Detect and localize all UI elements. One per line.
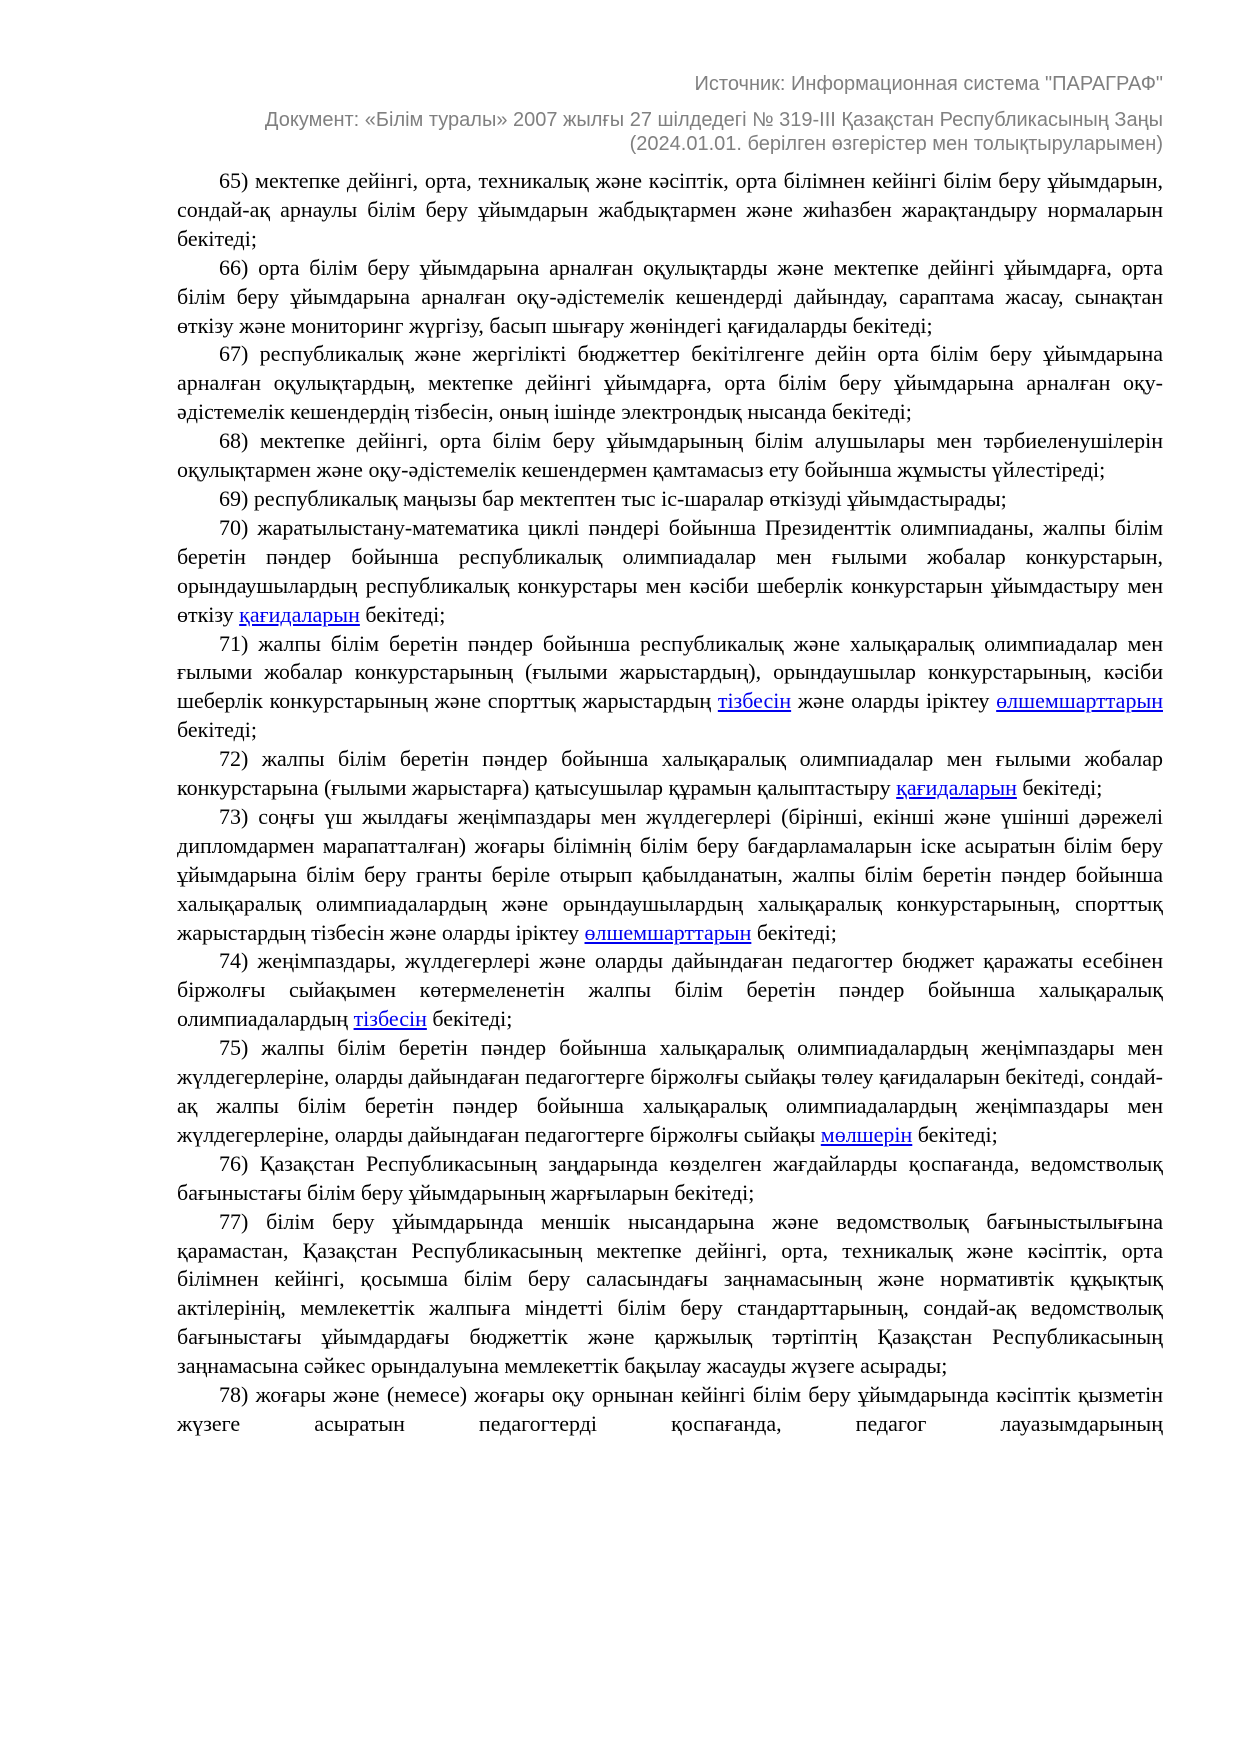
paragraph-text: 75) жалпы білім беретін пәндер бойынша халықаралық олимпиадалардың жеңімпаздары мен жүлдегерлеріне, оларды дайындаған педагогтерге біржолғы сыйақы төлеу қағидаларын бекітеді, сондай-ақ жалпы білім беретін пәндер бойынша халықаралық олимпиадалардың жеңімпаздары мен жүлдегерлеріне, оларды дайындаған педагогтерге біржолғы сыйақы — [177, 1035, 1163, 1147]
article-item — [177, 514, 1163, 630]
paragraph-text: 73) соңғы үш жылдағы жеңімпаздары мен жүлдегерлері (бірінші, екінші және үшінші дәрежелі дипломдармен марапатталған) жоғары білімнің білім беру бағдарламаларын іске асыратын білім беру ұйымдарына білім беру гранты беріле отырып қабылданатын, жалпы білім беретін пәндер бойынша халықаралық олимпиадалардың және орындаушылардың халықаралық конкурстарының, спорттық жарыстардың тізбесін және оларды іріктеу — [177, 803, 1163, 945]
paragraph-text: 78) жоғары және (немесе) жоғары оқу орнынан кейінгі білім беру ұйымдарында кәсіптік қызметін жүзеге асыратын педагогтерді қоспағанда, педагог лауазымдарының — [177, 1382, 1163, 1436]
article-item — [177, 427, 1163, 485]
article-item — [177, 1150, 1163, 1208]
article-item — [177, 947, 1163, 1034]
document-title — [265, 108, 1163, 156]
paragraph-text: 74) жеңімпаздары, жүлдегерлері және оларды дайындаған педагогтер бюджет қаражаты есебінен біржолғы сыйақымен көтермеленетін жалпы білім беретін пәндер бойынша халықаралық олимпиадалардың — [177, 948, 1163, 1032]
paragraph-text: бекітеді; — [751, 919, 837, 945]
reference-link[interactable]: мөлшерін — [820, 1121, 913, 1147]
paragraph-text: 69) республикалық маңызы бар мектептен тыс іс-шаралар өткізуді ұйымдастырады; — [219, 485, 1007, 511]
article-item — [177, 745, 1163, 803]
paragraph-text: 76) Қазақстан Республикасының заңдарында көзделген жағдайларды қоспағанда, ведомстволық бағыныстағы білім беру ұйымдарының жарғыларын бекітеді; — [177, 1150, 1163, 1205]
article-item — [177, 1381, 1163, 1439]
paragraph-text: бекітеді; — [359, 601, 446, 627]
article-item — [177, 254, 1163, 341]
article-item — [177, 630, 1163, 746]
paragraph-text: 66) орта білім беру ұйымдарына арналған оқулықтарды және мектепке дейінгі ұйымдарға, орта білім беру ұйымдарына арналған оқу-әдістемелік кешендерді дайындау, сараптама жасау, сынақтан өткізу және мониторинг жүргізу, басып шығару жөніндегі қағидаларды бекітеді; — [177, 254, 1163, 338]
paragraph-text: 71) жалпы білім беретін пәндер бойынша республикалық және халықаралық олимпиадалар мен ғылыми жобалар конкурстарының (ғылыми жарыстардың), орындаушылар конкурстарының, кәсіби шеберлік конкурстарының және спорттық жарыстардың — [177, 630, 1163, 714]
article-item — [177, 803, 1163, 948]
article-item — [177, 1034, 1163, 1150]
paragraph-text: 72) жалпы білім беретін пәндер бойынша халықаралық олимпиадалар мен ғылыми жобалар конкурстарына (ғылыми жарыстарға) қатысушылар құрамын қалыптастыру — [177, 746, 1163, 801]
article-item — [177, 1208, 1163, 1381]
document-title-line2: (2024.01.01. берілген өзгерістер мен толықтыруларымен) — [629, 133, 1163, 155]
paragraph-text: бекітеді; — [912, 1121, 998, 1147]
reference-link[interactable]: тізбесін — [353, 1006, 427, 1032]
document-body — [177, 167, 1163, 1439]
reference-link[interactable]: тізбесін — [717, 688, 792, 714]
reference-link[interactable]: өлшемшарттарын — [584, 919, 752, 945]
source-line: Источник: Информационная система "ПАРАГРАФ" — [694, 73, 1163, 95]
paragraph-text: бекітеді; — [177, 717, 257, 743]
paragraph-text: бекітеді; — [1016, 775, 1103, 801]
article-item — [177, 485, 1163, 514]
document-title-line1: Документ: «Білім туралы» 2007 жылғы 27 шілдедегі № 319-ІІІ Қазақстан Республикасының Заңы — [264, 109, 1163, 131]
reference-link[interactable]: қағидаларын — [896, 775, 1017, 801]
reference-link[interactable]: өлшемшарттарын — [996, 688, 1163, 714]
paragraph-text: 70) жаратылыстану-математика циклі пәндері бойынша Президенттік олимпиаданы, жалпы білім беретін пәндер бойынша республикалық олимпиадалар мен ғылыми жобалар конкурстарын, орындаушылардың республикалық конкурстары мен кәсіби шеберлік конкурстарын ұйымдастыру мен өткізу — [177, 514, 1163, 627]
paragraph-text: 77) білім беру ұйымдарында меншік нысандарына және ведомстволық бағыныстылығына қарамастан, Қазақстан Республикасының мектепке дейінгі, орта, техникалық және кәсіптік, орта білімнен кейінгі, қосымша білім беру саласындағы заңнамасының және нормативтік құқықтық актілерінің, мемлекеттік жалпыға міндетті білім беру стандарттарының, сондай-ақ ведомстволық бағыныстағы ұйымдардағы бюджеттік және қаржылық тәртіптің Қазақстан Республикасының заңнамасына сәйкес орындалуына мемлекеттік бақылау жасауды жүзеге асырады; — [177, 1208, 1163, 1379]
paragraph-text: бекітеді; — [426, 1006, 513, 1032]
paragraph-text: 65) мектепке дейінгі, орта, техникалық және кәсіптік, орта білімнен кейінгі білім беру ұйымдарын, сондай-ақ арнаулы білім беру ұйымдарын жабдықтармен және жиһазбен жарақтандыру нормаларын бекітеді; — [177, 168, 1163, 251]
article-item — [177, 340, 1163, 427]
paragraph-text: 68) мектепке дейінгі, орта білім беру ұйымдарының білім алушылары мен тәрбиеленушілерін оқулықтармен және оқу-әдістемелік кешендермен қамтамасыз ету бойынша жұмысты үйлестіреді; — [177, 428, 1163, 483]
article-item — [177, 167, 1163, 254]
reference-link[interactable]: қағидаларын — [239, 601, 360, 627]
paragraph-text: және оларды іріктеу — [791, 688, 997, 714]
paragraph-text: 67) республикалық және жергілікті бюджеттер бекітілгенге дейін орта білім беру ұйымдарына арналған оқулықтардың, мектепке дейінгі ұйымдарға, орта білім беру ұйымдарына арналған оқу-әдістемелік кешендердің тізбесін, оның ішінде электрондық нысанда бекітеді; — [177, 341, 1163, 425]
